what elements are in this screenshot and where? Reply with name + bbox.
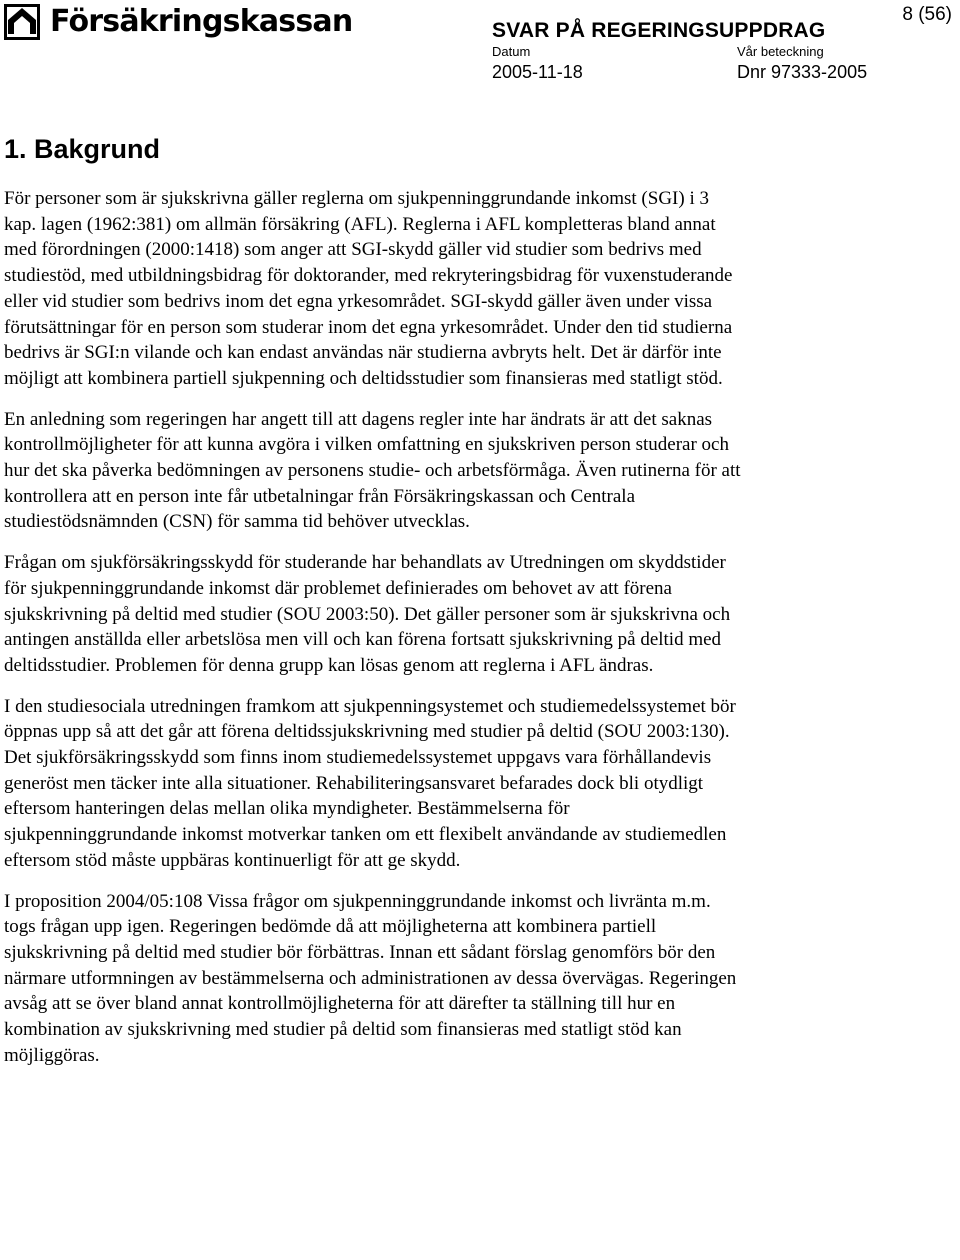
meta-labels: [492, 44, 867, 60]
reference-label: Vår beteckning: [737, 44, 824, 59]
paragraph: I proposition 2004/05:108 Vissa frågor om sjukpenninggrundande inkomst och livränta m.m. togs frågan upp igen. Regeringen bedömde då att möjligheterna att kombinera partiell sjukskrivning på deltid med studier bör förbättras. Innan ett sådant förslag genomförs bör den närmare utformningen av bestämmelserna och administrationen av dessa övervägas. Regeringen avsåg att se över bland annat kontrollmöjligheterna för att därefter ta ställning till hur en kombination av sjukskrivning med studier på deltid som finansieras med statligt stöd kan möjliggöras.: [4, 890, 737, 1066]
section-body: [4, 186, 744, 1084]
meta-values: [492, 60, 867, 84]
date-value: 2005-11-18: [492, 62, 583, 82]
section-heading: 1. Bakgrund: [4, 134, 161, 164]
paragraph: En anledning som regeringen har angett till att dagens regler inte har ändrats är att det saknas kontrollmöjligheter för att kunna avgöra i vilken omfattning en sjukskriven person studerar och hur det ska påverka bedömningen av personens studie- och arbetsförmåga. Även rutinerna för att kontrollera att en person inte får utbetalningar från Försäkringskassan och Centrala studiestödsnämnden (CSN) för samma tid behöver utvecklas.: [4, 408, 741, 533]
forsakringskassan-logo-icon: [4, 4, 40, 40]
reference-value: Dnr 97333-2005: [737, 62, 868, 82]
logo-text: Försäkringskassan: [50, 4, 353, 39]
paragraph: För personer som är sjukskrivna gäller reglerna om sjukpenninggrundande inkomst (SGI) i 3 kap. lagen (1962:381) om allmän försäkring (AFL). Reglerna i AFL kompletteras bland annat med förordningen (2000:1418) som anger att SGI-skydd gäller vid studier som bedrivs med studiestöd, med utbildningsbidrag för doktorander, med rekryteringsbidrag för vuxenstuderande eller vid studier som bedrivs inom det egna yrkesområdet. SGI-skydd gäller även under vissa förutsättningar för en person som studerar inom det egna yrkesområdet. Under den tid studierna bedrivs är SGI:n vilande och kan endast användas när studierna avbryts helt. Det är därför inte möjligt att kombinera partiell sjukpenning och deltidsstudier som finansieras med statligt stöd.: [4, 188, 733, 389]
document-type: SVAR PÅ REGERINGSUPPDRAG: [492, 19, 826, 42]
paragraph: Frågan om sjukförsäkringsskydd för studerande har behandlats av Utredningen om skyddstider för sjukpenninggrundande inkomst där problemet definierades om behovet av att förena sjukskrivning på deltid med studier (SOU 2003:50). Det gäller personer som är sjukskrivna och antingen anställda eller arbetslösa men vill och kan förena fortsatt sjukskrivning på deltid med deltidsstudier. Problemen för denna grupp kan lösas genom att reglerna i AFL ändras.: [4, 552, 731, 676]
logo: [4, 4, 352, 40]
paragraph: I den studiesociala utredningen framkom att sjukpenningsystemet och studiemedelssystemet bör öppnas upp så att det går att förena deltidssjukskrivning med studier på deltid (SOU 2003:130). Det sjukförsäkringsskydd som finns inom studiemedelssystemet uppgavs vara förhållandevis generöst men täcker inte alla situationer. Rehabiliteringsansvaret befarades dock bli otydligt eftersom hanteringen delas mellan olika myndigheter. Bestämmelserna för sjukpenninggrundande inkomst motverkar tanken om ett flexibelt användande av studiemedlen eftersom stöd måste uppbäras kontinuerligt för att ge skydd.: [4, 695, 736, 871]
date-label: Datum: [492, 44, 531, 59]
document-header: [492, 18, 867, 84]
page-number: 8 (56): [902, 4, 952, 25]
